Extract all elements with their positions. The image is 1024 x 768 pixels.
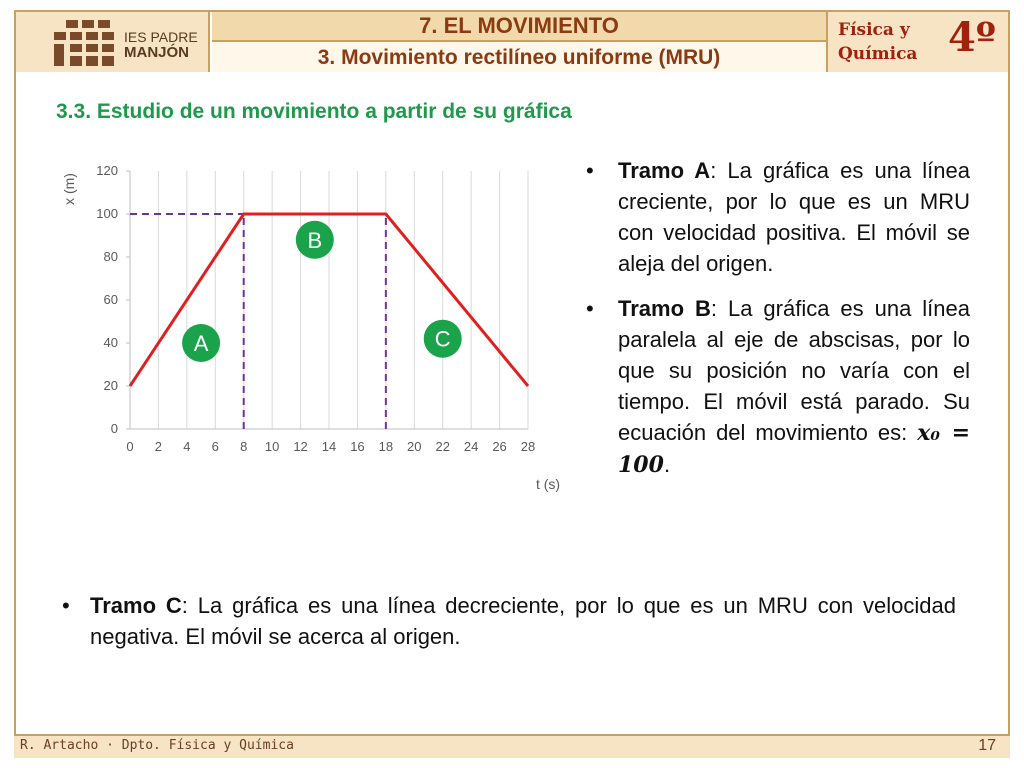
x-tick-label: 6 [211, 439, 219, 454]
x-tick-label: 28 [520, 439, 536, 454]
footer [14, 734, 1010, 758]
y-tick-label: 100 [96, 206, 118, 221]
tramo-label-b: B [307, 227, 323, 253]
grade-label: 4º [948, 14, 996, 61]
tramo-c-text: : La gráfica es una línea decreciente, por lo que es un MRU con velocidad negativa. El móvil se acerca al origen. [90, 593, 956, 649]
tramo-label-c: C [434, 326, 451, 352]
bullet-list [580, 155, 970, 495]
y-axis-label: x (m) [61, 173, 77, 205]
y-tick-label: 40 [103, 335, 118, 350]
tramo-a-label: Tramo A [618, 158, 711, 183]
tramo-b-text: : La gráfica es una línea paralela al eje de abscisas, por lo que su posición no varía con el tiempo. El móvil está parado. Su ecuación del movimiento es: [618, 296, 970, 445]
x-tick-label: 8 [240, 439, 248, 454]
tramo-b-end: . [663, 452, 671, 477]
x-tick-label: 10 [264, 439, 280, 454]
page-number: 17 [978, 737, 996, 754]
x-tick-label: 24 [463, 439, 479, 454]
position-time-chart [60, 155, 560, 505]
bullet-list-bottom [56, 590, 956, 666]
school-logo [16, 12, 210, 72]
bullet-tramo-b [580, 293, 970, 481]
x-tick-label: 2 [154, 439, 163, 454]
y-tick-label: 80 [103, 249, 118, 264]
bullet-dot-icon: • [586, 158, 594, 183]
x-tick-label: 16 [350, 439, 365, 454]
tramo-b-equation: x₀ = 100 [618, 420, 970, 478]
x-tick-label: 20 [407, 439, 422, 454]
school-name [124, 30, 198, 60]
bullet-tramo-a [580, 155, 970, 279]
y-tick-label: 20 [103, 378, 118, 393]
x-tick-label: 4 [183, 439, 191, 454]
subject-line2: Química [838, 44, 918, 64]
unit-title: 7. EL MOVIMIENTO [212, 12, 826, 42]
footer-author: R. Artacho · Dpto. Física y Química [20, 738, 294, 753]
y-tick-label: 120 [96, 163, 118, 178]
subject-line1: Física y [838, 20, 910, 40]
x-tick-label: 0 [126, 439, 134, 454]
x-tick-label: 18 [378, 439, 394, 454]
subject-brand [826, 12, 1008, 72]
school-name-line2: MANJÓN [124, 44, 190, 61]
x-tick-label: 14 [321, 439, 337, 454]
tramo-label-a: A [193, 331, 209, 356]
tramo-b-label: Tramo B [618, 296, 711, 321]
header-titles [212, 12, 826, 72]
tramo-a-text: : La gráfica es una línea creciente, por lo que es un MRU con velocidad positiva. El móvil se aleja del origen. [618, 158, 970, 276]
section-title: 3.3. Estudio de un movimiento a partir de su gráfica [56, 100, 572, 123]
subject-name [838, 18, 917, 66]
tramo-c-label: Tramo C [90, 593, 182, 618]
bullet-dot-icon: • [586, 296, 594, 321]
x-tick-label: 26 [492, 439, 507, 454]
bullet-dot-icon: • [62, 593, 70, 618]
x-tick-label: 22 [435, 439, 450, 454]
x-tick-label: 12 [293, 439, 308, 454]
y-tick-label: 60 [103, 292, 118, 307]
lesson-subtitle: 3. Movimiento rectilíneo uniforme (MRU) [212, 42, 826, 72]
school-name-line1: IES PADRE [124, 29, 198, 45]
y-tick-label: 0 [110, 421, 118, 436]
x-axis-label: t (s) [535, 476, 560, 492]
bullet-tramo-c [56, 590, 956, 652]
building-icon [52, 18, 118, 68]
